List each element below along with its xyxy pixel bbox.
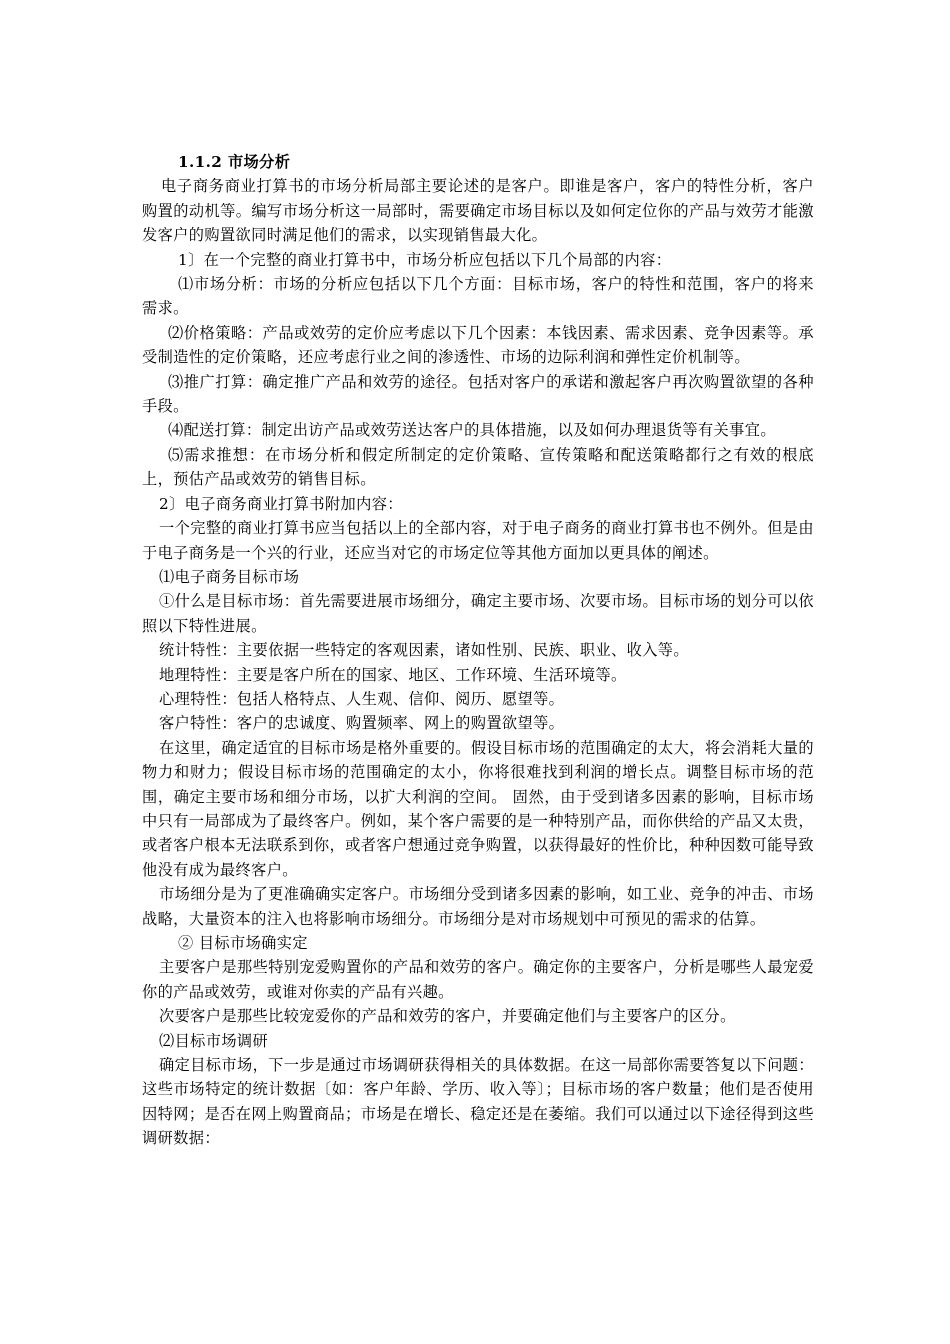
paragraph-customer-traits: 客户特性：客户的忠诚度、购置频率、网上的购置欲望等。 bbox=[159, 714, 565, 733]
paragraph-price-strategy: ⑵价格策略：产品或效劳的定价应考虑以下几个因素：本钱因素、需求因素、竞争因素等。承受制造性的定价策略，还应考虑行业之间的渗透性、市场的边际利润和弹性定价机制等。 bbox=[142, 323, 814, 367]
paragraph-complete-plan: 一个完整的商业打算书应当包括以上的全部内容，对于电子商务的商业打算书也不例外。但是由于电子商务是一个兴的行业，还应当对它的市场定位等其他方面加以更具体的阐述。 bbox=[142, 519, 814, 562]
paragraph-delivery-plan: ⑷配送打算：制定出访产品或效劳送达客户的具体措施，以及如何办理退货等有关事宜。 bbox=[168, 421, 776, 440]
paragraph-psychological-traits: 心理特性：包括人格特点、人生观、信仰、阅历、愿望等。 bbox=[159, 689, 565, 708]
paragraph-market-segmentation: 市场细分是为了更准确确实定客户。市场细分受到诸多因素的影响，如工业、竞争的冲击、市场战略，大量资本的注入也将影响市场细分。市场细分是对市场规划中可预见的需求的估算。 bbox=[142, 885, 814, 928]
paragraph-demand-forecast: ⑸需求推想：在市场分析和假定所制定的定价策略、宣传策略和配送策略都行之有效的根底上，预估产品或效劳的销售目标。 bbox=[142, 445, 814, 489]
document-body bbox=[142, 150, 814, 1151]
paragraph-what-is-target-market: ①什么是目标市场：首先需要进展市场细分，确定主要市场、次要市场。目标市场的划分可以依照以下特性进展。 bbox=[142, 592, 814, 635]
paragraph-primary-customers: 主要客户是那些特别宠爱购置你的产品和效劳的客户。确定你的主要客户，分析是哪些人最宠爱你的产品或效劳，或谁对你卖的产品有兴趣。 bbox=[142, 958, 814, 1001]
paragraph-secondary-customers: 次要客户是那些比较宠爱你的产品和效劳的客户，并要确定他们与主要客户的区分。 bbox=[159, 1007, 736, 1026]
paragraph-promotion-plan: ⑶推广打算：确定推广产品和效劳的途径。包括对客户的承诺和激起客户再次购置欲望的各种手段。 bbox=[142, 372, 814, 416]
section-title: 1.1.2 市场分析 bbox=[178, 153, 291, 171]
paragraph-choosing-target-market: 在这里，确定适宜的目标市场是格外重要的。假设目标市场的范围确定的太大，将会消耗大量的物力和财力；假设目标市场的范围确定的太小，你将很难找到利润的增长点。调整目标市场的范围，确定主要市场和细分市场，以扩大利润的空间。 固然，由于受到诸多因素的影响，目标市场中只有一局部成为了最终客户。例如，某个客户需要的是一种特别产品，而你供给的产品又太贵，或者客户根本无法联系到你，或者客户想通过竞争购置，以获得最好的性价比，种种因数可能导致他没有成为最终客户。 bbox=[142, 738, 814, 879]
paragraph-market-research: 确定目标市场，下一步是通过市场调研获得相关的具体数据。在这一局部你需要答复以下问题：这些市场特定的统计数据〔如：客户年龄、学历、收入等〕；目标市场的客户数量；他们是否使用因特网；是否在网上购置商品；市场是在增长、稳定还是在萎缩。我们可以通过以下途径得到这些调研数据： bbox=[142, 1056, 814, 1148]
paragraph-market-research-heading: ⑵目标市场调研 bbox=[159, 1031, 269, 1050]
paragraph-list-heading-2: 2〕电子商务商业打算书附加内容： bbox=[159, 494, 403, 513]
paragraph-statistical-traits: 统计特性：主要依据一些特定的客观因素，诸如性别、民族、职业、收入等。 bbox=[159, 641, 689, 660]
paragraph-target-market-definition: ② 目标市场确实定 bbox=[178, 934, 308, 952]
paragraph-intro: 电子商务商业打算书的市场分析局部主要论述的是客户。即谁是客户，客户的特性分析，客户购置的动机等。编写市场分析这一局部时，需要确定市场目标以及如何定位你的产品与效劳才能激发客户的购置欲同时满足他们的需求，以实现销售最大化。 bbox=[142, 177, 814, 245]
paragraph-market-analysis: ⑴市场分析：市场的分析应包括以下几个方面：目标市场，客户的特性和范围，客户的将来需求。 bbox=[142, 275, 814, 318]
paragraph-list-heading-1: 1〕在一个完整的商业打算书中，市场分析应包括以下几个局部的内容： bbox=[178, 250, 672, 269]
paragraph-geographic-traits: 地理特性：主要是客户所在的国家、地区、工作环境、生活环境等。 bbox=[159, 665, 627, 684]
paragraph-target-market-heading: ⑴电子商务目标市场 bbox=[159, 567, 300, 586]
